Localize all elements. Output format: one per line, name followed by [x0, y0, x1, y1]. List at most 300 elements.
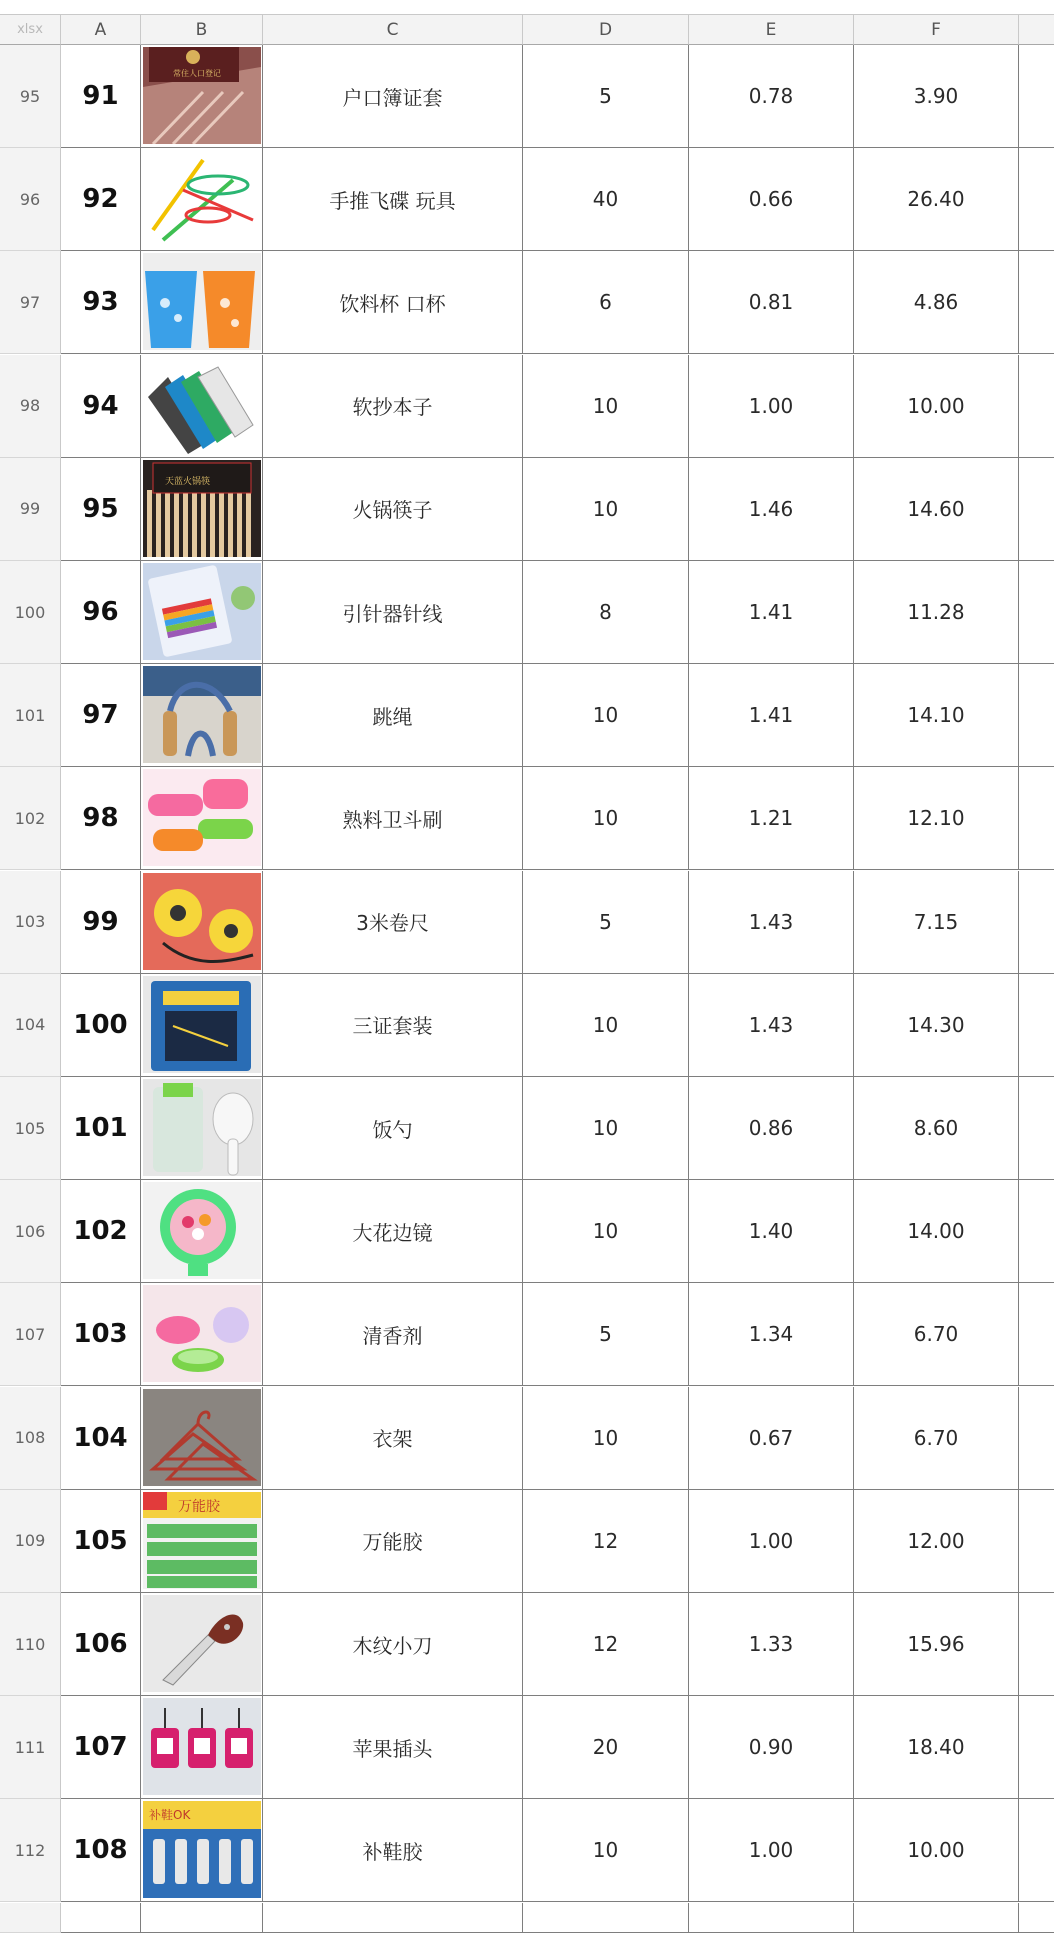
cell-quantity-text: 40: [592, 187, 619, 212]
cell-quantity-text: 10: [592, 1838, 619, 1863]
row-number[interactable]: [0, 1180, 61, 1283]
row-number-text: 107: [14, 1324, 46, 1344]
cell-seq-number[interactable]: [61, 1077, 141, 1180]
cell-quantity[interactable]: [523, 664, 689, 767]
cell-total-text: 11.28: [907, 600, 965, 624]
row-number[interactable]: [0, 45, 61, 148]
cell-total-text: 8.60: [913, 1116, 959, 1140]
cell-total[interactable]: [854, 1799, 1019, 1902]
cell-seq-number[interactable]: [61, 355, 141, 458]
cell-total[interactable]: [854, 458, 1019, 561]
cell-item-name-text: 衣架: [372, 1427, 413, 1452]
cell-empty[interactable]: [1019, 1903, 1054, 1933]
chopsticks-photo: [143, 460, 261, 557]
cell-total-text: 26.40: [907, 187, 965, 212]
cell-unit-price-text: 1.00: [748, 1528, 794, 1553]
column-header-f[interactable]: [854, 14, 1019, 45]
cell-item-name[interactable]: [263, 767, 523, 870]
cell-unit-price-text: 0.90: [748, 1735, 794, 1760]
row-number-text: 106: [14, 1221, 46, 1241]
cell-unit-price-text: 1.46: [748, 496, 794, 521]
cell-seq-number[interactable]: [61, 148, 141, 251]
cell-quantity[interactable]: [523, 251, 689, 354]
cell-total-text: 14.30: [907, 1012, 965, 1037]
svg-text:补鞋OK: 补鞋OK: [149, 1808, 191, 1823]
rice-spoon-photo: [143, 1079, 261, 1176]
cell-quantity[interactable]: [523, 148, 689, 251]
cell-seq-number-text: 108: [73, 1835, 128, 1866]
hukou-cover-photo: [143, 47, 261, 144]
flower-mirror-photo: [143, 1182, 261, 1279]
cell-quantity[interactable]: [523, 1283, 689, 1386]
cell-quantity-text: 10: [592, 393, 619, 418]
cell-unit-price[interactable]: [689, 1799, 854, 1902]
cell-quantity[interactable]: [523, 767, 689, 870]
cell-empty[interactable]: [1019, 1283, 1054, 1386]
cell-seq-number-text: 103: [73, 1319, 128, 1350]
cell-item-name[interactable]: [263, 45, 523, 148]
cell-quantity[interactable]: [523, 458, 689, 561]
cell-quantity-text: 12: [592, 1528, 619, 1553]
cell-item-name[interactable]: [263, 1799, 523, 1902]
cell-image[interactable]: [141, 1283, 263, 1386]
cell-quantity[interactable]: [523, 1799, 689, 1902]
cell-quantity-text: 5: [599, 1322, 612, 1347]
cell-total-text: 7.15: [913, 909, 959, 934]
cell-empty[interactable]: [1019, 974, 1054, 1077]
cell-total[interactable]: [854, 1180, 1019, 1283]
cell-item-name-text: 三证套装: [352, 1014, 433, 1039]
row-number[interactable]: [0, 767, 61, 870]
cell-unit-price[interactable]: [689, 1077, 854, 1180]
row-number-text: 105: [14, 1118, 46, 1138]
cell-seq-number[interactable]: [61, 251, 141, 354]
cell-quantity-text: 10: [592, 496, 619, 521]
cell-image[interactable]: [141, 1696, 263, 1799]
cell-empty[interactable]: [1019, 1593, 1054, 1696]
cell-item-name-text: 手推飞碟 玩具: [329, 188, 456, 213]
cell-item-name[interactable]: [263, 251, 523, 354]
cell-quantity-text: 20: [592, 1735, 619, 1760]
cell-empty[interactable]: [1019, 458, 1054, 561]
cell-total[interactable]: [854, 871, 1019, 974]
cell-total[interactable]: [854, 767, 1019, 870]
cell-unit-price[interactable]: [689, 974, 854, 1077]
cell-unit-price-text: 1.40: [748, 1219, 794, 1244]
cell-total-text: 12.10: [907, 806, 965, 831]
cell-total[interactable]: [854, 1490, 1019, 1593]
table-row: [0, 1799, 1054, 1902]
cell-empty[interactable]: [1019, 1077, 1054, 1180]
cell-image[interactable]: [141, 1077, 263, 1180]
cell-total[interactable]: [854, 561, 1019, 664]
cell-quantity-text: 12: [592, 1632, 619, 1656]
row-number-text: 98: [19, 396, 41, 416]
cell-item-name[interactable]: [263, 1593, 523, 1696]
cell-item-name[interactable]: [263, 1077, 523, 1180]
table-row: [0, 1387, 1054, 1490]
cell-seq-number[interactable]: [61, 1799, 141, 1902]
cell-total[interactable]: [854, 355, 1019, 458]
cell-item-name-text: 清香剂: [362, 1323, 423, 1348]
cell-item-name[interactable]: [263, 1180, 523, 1283]
cell-seq-number-text: 91: [82, 81, 119, 111]
svg-text:常住人口登记: 常住人口登记: [173, 69, 221, 78]
cell-unit-price-text: 1.33: [748, 1632, 794, 1656]
table-row: [0, 561, 1054, 664]
row-number[interactable]: [0, 664, 61, 767]
cell-item-name-text: 3米卷尺: [356, 911, 429, 936]
cell-unit-price[interactable]: [689, 1180, 854, 1283]
pocket-knife-photo: [143, 1595, 261, 1692]
row-number[interactable]: [0, 1077, 61, 1180]
table-row: [0, 1180, 1054, 1283]
table-row: [0, 458, 1054, 561]
column-c-label: C: [386, 19, 399, 40]
cell-unit-price-text: 0.86: [748, 1116, 794, 1140]
cell-item-name[interactable]: [263, 1903, 523, 1933]
cell-unit-price-text: 0.67: [748, 1425, 794, 1450]
row-number[interactable]: [0, 1593, 61, 1696]
cell-total-text: 14.00: [907, 1219, 965, 1244]
cell-seq-number[interactable]: [61, 45, 141, 148]
cell-total-text: 18.40: [907, 1735, 965, 1760]
cell-unit-price-text: 1.00: [748, 1838, 794, 1863]
cell-unit-price[interactable]: [689, 45, 854, 148]
cell-seq-number-text: 105: [73, 1525, 128, 1556]
glue-pack-photo: [143, 1492, 261, 1589]
cell-seq-number[interactable]: [61, 1490, 141, 1593]
cell-total-text: 4.86: [913, 290, 959, 315]
cell-seq-number-text: 106: [73, 1629, 128, 1659]
corner-label: xlsx: [17, 22, 43, 37]
cell-unit-price[interactable]: [689, 1490, 854, 1593]
cell-image[interactable]: [141, 1593, 263, 1696]
cell-unit-price-text: 0.81: [748, 290, 794, 315]
cell-item-name-text: 户口簿证套: [342, 85, 443, 110]
table-row: [0, 45, 1054, 148]
row-number[interactable]: [0, 355, 61, 458]
column-f-label: F: [931, 19, 941, 40]
row-number[interactable]: [0, 1799, 61, 1902]
cell-image[interactable]: [141, 1799, 263, 1902]
row-number[interactable]: [0, 148, 61, 251]
row-number-text: 112: [14, 1840, 46, 1860]
cell-quantity-text: 10: [592, 1116, 619, 1140]
cell-total-text: 14.60: [907, 496, 965, 521]
toilet-brush-photo: [143, 769, 261, 866]
cell-unit-price-text: 1.41: [748, 703, 794, 728]
cell-total-text: 10.00: [907, 1838, 965, 1863]
cell-empty[interactable]: [1019, 1696, 1054, 1799]
cell-empty[interactable]: [1019, 45, 1054, 148]
cell-seq-number-text: 107: [73, 1732, 128, 1763]
cell-quantity-text: 6: [599, 290, 612, 315]
row-number[interactable]: [0, 871, 61, 974]
cell-total-text: 3.90: [913, 84, 959, 108]
cell-item-name[interactable]: [263, 1696, 523, 1799]
cell-image[interactable]: [141, 767, 263, 870]
cell-unit-price[interactable]: [689, 148, 854, 251]
cell-item-name-text: 木纹小刀: [352, 1633, 433, 1658]
cell-total-text: 15.96: [907, 1632, 965, 1656]
row-number-text: 97: [19, 292, 41, 312]
cell-quantity[interactable]: [523, 1903, 689, 1933]
needle-thread-photo: [143, 563, 261, 660]
cell-total-text: 12.00: [907, 1528, 965, 1553]
cell-unit-price[interactable]: [689, 251, 854, 354]
cell-empty[interactable]: [1019, 148, 1054, 251]
cell-total[interactable]: [854, 45, 1019, 148]
row-number-text: 111: [14, 1737, 46, 1757]
cell-image[interactable]: [141, 1903, 263, 1933]
cell-empty[interactable]: [1019, 561, 1054, 664]
cell-unit-price[interactable]: [689, 1903, 854, 1933]
cell-unit-price-text: 0.78: [748, 84, 794, 108]
cell-seq-number-text: 104: [73, 1422, 128, 1453]
table-row: [0, 871, 1054, 974]
cell-item-name-text: 苹果插头: [352, 1736, 433, 1761]
cell-total-text: 6.70: [913, 1425, 959, 1450]
cell-item-name[interactable]: [263, 355, 523, 458]
cell-total[interactable]: [854, 1387, 1019, 1490]
row-number-text: 100: [14, 602, 46, 622]
row-number-text: 109: [14, 1531, 46, 1551]
column-d-label: D: [598, 19, 613, 40]
cell-image[interactable]: [141, 664, 263, 767]
row-number[interactable]: [0, 561, 61, 664]
cell-seq-number[interactable]: [61, 1387, 141, 1490]
cell-unit-price[interactable]: [689, 767, 854, 870]
cell-quantity[interactable]: [523, 1593, 689, 1696]
table-row: [0, 251, 1054, 354]
table-row: [0, 1490, 1054, 1593]
cell-item-name-text: 火锅筷子: [352, 498, 433, 523]
cell-unit-price-text: 1.00: [748, 393, 794, 418]
cell-total-text: 14.10: [907, 703, 965, 728]
cell-empty[interactable]: [1019, 1490, 1054, 1593]
cell-item-name-text: 补鞋胶: [362, 1839, 423, 1864]
cell-item-name[interactable]: [263, 1387, 523, 1490]
cell-unit-price[interactable]: [689, 561, 854, 664]
column-header-d[interactable]: [523, 14, 689, 45]
cell-total[interactable]: [854, 664, 1019, 767]
cell-empty[interactable]: [1019, 664, 1054, 767]
select-all-corner[interactable]: [0, 14, 61, 45]
row-number[interactable]: [0, 1283, 61, 1386]
cell-empty[interactable]: [1019, 1799, 1054, 1902]
cell-total[interactable]: [854, 148, 1019, 251]
table-row: [0, 664, 1054, 767]
cell-total[interactable]: [854, 1593, 1019, 1696]
cell-item-name[interactable]: [263, 561, 523, 664]
cell-seq-number[interactable]: [61, 1903, 141, 1933]
table-row: [0, 355, 1054, 458]
row-number-text: 96: [19, 189, 41, 209]
cell-empty[interactable]: [1019, 1180, 1054, 1283]
cell-seq-number-text: 94: [82, 390, 119, 421]
column-a-label: A: [94, 19, 107, 40]
row-number-text: 104: [14, 1015, 46, 1035]
cell-total-text: 10.00: [907, 393, 965, 418]
cell-item-name-text: 熟料卫斗刷: [342, 807, 443, 832]
column-b-label: B: [195, 19, 208, 40]
table-row: [0, 974, 1054, 1077]
row-number-text: 95: [19, 86, 41, 106]
cell-unit-price[interactable]: [689, 1696, 854, 1799]
cell-image[interactable]: [141, 45, 263, 148]
cell-quantity[interactable]: [523, 1490, 689, 1593]
row-number[interactable]: [0, 458, 61, 561]
cell-item-name[interactable]: [263, 458, 523, 561]
column-header-a[interactable]: [61, 14, 141, 45]
jump-rope-photo: [143, 666, 261, 763]
cell-item-name-text: 大花边镜: [352, 1220, 433, 1245]
cell-image[interactable]: [141, 871, 263, 974]
tape-measure-photo: [143, 873, 261, 970]
cell-seq-number[interactable]: [61, 1283, 141, 1386]
cell-quantity[interactable]: [523, 355, 689, 458]
cell-unit-price[interactable]: [689, 355, 854, 458]
cell-item-name-text: 饮料杯 口杯: [339, 291, 446, 316]
cell-empty[interactable]: [1019, 251, 1054, 354]
cell-quantity[interactable]: [523, 561, 689, 664]
column-header-c[interactable]: [263, 14, 523, 45]
cell-quantity[interactable]: [523, 1077, 689, 1180]
cell-item-name-text: 万能胶: [362, 1530, 423, 1555]
column-header-g[interactable]: [1019, 14, 1054, 45]
row-number-text: 102: [14, 808, 46, 828]
column-e-label: E: [765, 19, 777, 40]
cell-unit-price[interactable]: [689, 871, 854, 974]
cell-seq-number-text: 92: [82, 184, 119, 215]
cell-seq-number-text: 101: [73, 1113, 128, 1143]
cell-quantity[interactable]: [523, 45, 689, 148]
cell-seq-number-text: 98: [82, 803, 119, 834]
table-row: [0, 1696, 1054, 1799]
cell-total[interactable]: [854, 1903, 1019, 1933]
cell-item-name-text: 软抄本子: [352, 395, 433, 420]
table-row: [0, 767, 1054, 870]
certificate-set-photo: [143, 976, 261, 1073]
row-number-text: 103: [14, 912, 46, 932]
row-number[interactable]: [0, 1903, 61, 1933]
cell-seq-number[interactable]: [61, 561, 141, 664]
cell-image[interactable]: [141, 251, 263, 354]
cell-item-name[interactable]: [263, 974, 523, 1077]
notebooks-photo: [143, 357, 261, 454]
cell-quantity-text: 10: [592, 1012, 619, 1037]
cell-total[interactable]: [854, 1696, 1019, 1799]
table-row: [0, 148, 1054, 251]
cell-item-name-text: 跳绳: [372, 704, 413, 729]
cell-unit-price-text: 1.43: [748, 1012, 794, 1037]
cell-quantity[interactable]: [523, 974, 689, 1077]
shoe-glue-photo: [143, 1801, 261, 1898]
cell-seq-number[interactable]: [61, 871, 141, 974]
row-number-text: 101: [14, 705, 46, 725]
cell-seq-number[interactable]: [61, 1180, 141, 1283]
table-row-partial: [0, 1903, 1054, 1933]
cell-quantity[interactable]: [523, 1387, 689, 1490]
row-number-text: 108: [14, 1428, 46, 1448]
cell-quantity-text: 8: [599, 600, 612, 624]
cell-seq-number-text: 97: [82, 700, 119, 731]
cell-unit-price[interactable]: [689, 458, 854, 561]
cell-seq-number[interactable]: [61, 458, 141, 561]
cell-seq-number[interactable]: [61, 664, 141, 767]
cell-image[interactable]: [141, 1387, 263, 1490]
cell-unit-price[interactable]: [689, 1283, 854, 1386]
cell-seq-number-text: 100: [73, 1009, 128, 1040]
cell-seq-number[interactable]: [61, 974, 141, 1077]
cell-image[interactable]: [141, 1490, 263, 1593]
cell-unit-price[interactable]: [689, 1387, 854, 1490]
cell-image[interactable]: [141, 355, 263, 458]
cell-total[interactable]: [854, 1283, 1019, 1386]
air-freshener-photo: [143, 1285, 261, 1382]
cell-quantity-text: 5: [599, 909, 612, 934]
cell-image[interactable]: [141, 561, 263, 664]
cell-seq-number-text: 93: [82, 287, 119, 318]
hangers-photo: [143, 1389, 261, 1486]
cell-unit-price-text: 0.66: [748, 187, 794, 212]
cell-unit-price[interactable]: [689, 664, 854, 767]
column-header-e[interactable]: [689, 14, 854, 45]
row-number[interactable]: [0, 974, 61, 1077]
cell-quantity[interactable]: [523, 871, 689, 974]
row-number[interactable]: [0, 1696, 61, 1799]
cell-empty[interactable]: [1019, 871, 1054, 974]
cell-empty[interactable]: [1019, 767, 1054, 870]
cell-unit-price-text: 1.43: [748, 909, 794, 934]
cell-quantity-text: 10: [592, 806, 619, 831]
cell-item-name[interactable]: [263, 664, 523, 767]
cell-total[interactable]: [854, 251, 1019, 354]
cell-image[interactable]: [141, 974, 263, 1077]
cell-seq-number[interactable]: [61, 1696, 141, 1799]
cell-seq-number[interactable]: [61, 1593, 141, 1696]
cell-quantity[interactable]: [523, 1696, 689, 1799]
cell-image[interactable]: [141, 148, 263, 251]
cell-image[interactable]: [141, 1180, 263, 1283]
table-row: [0, 1593, 1054, 1696]
cell-item-name[interactable]: [263, 1283, 523, 1386]
row-number[interactable]: [0, 251, 61, 354]
cell-total[interactable]: [854, 974, 1019, 1077]
cell-image[interactable]: [141, 458, 263, 561]
cell-empty[interactable]: [1019, 355, 1054, 458]
cell-seq-number-text: 95: [82, 493, 119, 524]
cell-item-name[interactable]: [263, 1490, 523, 1593]
cell-quantity-text: 10: [592, 1425, 619, 1450]
plug-adapter-photo: [143, 1698, 261, 1795]
cell-item-name[interactable]: [263, 148, 523, 251]
cell-empty[interactable]: [1019, 1387, 1054, 1490]
cell-quantity-text: 10: [592, 1219, 619, 1244]
cell-total[interactable]: [854, 1077, 1019, 1180]
cell-unit-price-text: 1.41: [748, 600, 794, 624]
cell-seq-number[interactable]: [61, 767, 141, 870]
cell-item-name[interactable]: [263, 871, 523, 974]
row-number[interactable]: [0, 1490, 61, 1593]
cell-unit-price[interactable]: [689, 1593, 854, 1696]
row-number[interactable]: [0, 1387, 61, 1490]
cell-quantity-text: 10: [592, 703, 619, 728]
cell-quantity-text: 5: [599, 84, 612, 108]
column-header-b[interactable]: [141, 14, 263, 45]
cell-quantity[interactable]: [523, 1180, 689, 1283]
